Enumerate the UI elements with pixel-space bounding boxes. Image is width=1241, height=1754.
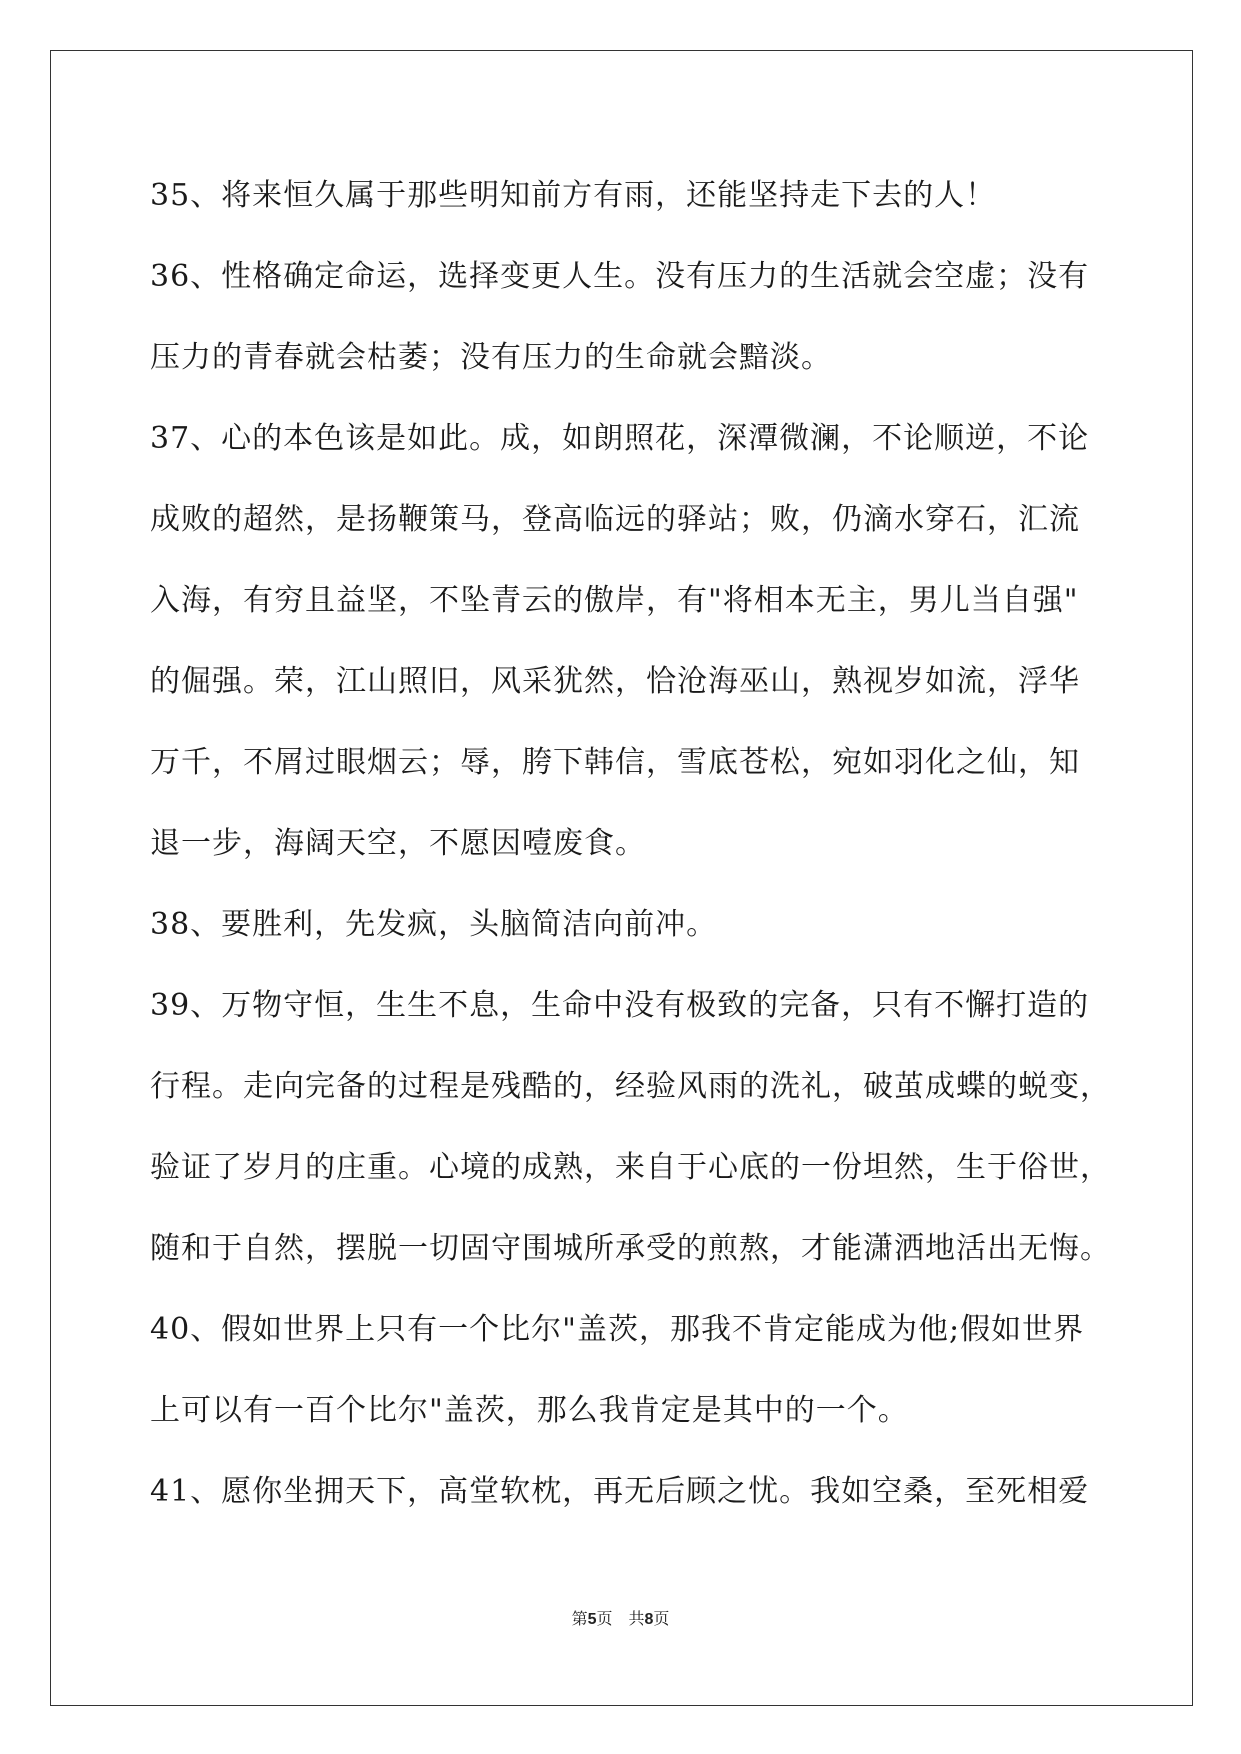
total-pages-number: 8 — [644, 1611, 654, 1628]
footer-middle: 页 共 — [596, 1609, 645, 1628]
text-line: 38、要胜利，先发疯，头脑简洁向前冲。 — [150, 907, 718, 942]
text-line: 验证了岁月的庄重。心境的成熟，来自于心底的一份坦然，生于俗世， — [150, 1150, 1111, 1185]
text-line: 压力的青春就会枯萎；没有压力的生命就会黯淡。 — [150, 340, 832, 375]
text-line: 行程。走向完备的过程是残酷的，经验风雨的洗礼，破茧成蝶的蜕变， — [150, 1069, 1111, 1104]
footer-suffix: 页 — [653, 1609, 670, 1628]
document-body — [150, 155, 1111, 1532]
text-line: 39、万物守恒，生生不息，生命中没有极致的完备，只有不懈打造的 — [150, 988, 1090, 1023]
text-line: 入海，有穷且益坚，不坠青云的傲岸，有"将相本无主，男儿当自强" — [150, 583, 1079, 618]
text-line: 40、假如世界上只有一个比尔"盖茨，那我不肯定能成为他;假如世界 — [150, 1312, 1085, 1347]
text-line: 37、心的本色该是如此。成，如朗照花，深潭微澜，不论顺逆，不论 — [150, 421, 1090, 456]
text-line: 35、将来恒久属于那些明知前方有雨，还能坚持走下去的人！ — [150, 178, 997, 213]
text-line: 万千，不屑过眼烟云；辱，胯下韩信，雪底苍松，宛如羽化之仙，知 — [150, 745, 1080, 780]
footer-prefix: 第 — [571, 1609, 588, 1628]
current-page-number: 5 — [587, 1611, 597, 1628]
text-line: 36、性格确定命运，选择变更人生。没有压力的生活就会空虚；没有 — [150, 259, 1090, 294]
text-line: 上可以有一百个比尔"盖茨，那么我肯定是其中的一个。 — [150, 1393, 909, 1428]
text-line: 41、愿你坐拥天下，高堂软枕，再无后顾之忧。我如空桑，至死相爱 — [150, 1474, 1090, 1509]
text-line: 成败的超然，是扬鞭策马，登高临远的驿站；败，仍滴水穿石，汇流 — [150, 502, 1080, 537]
text-line: 退一步，海阔天空，不愿因噎废食。 — [150, 826, 646, 861]
page-footer — [0, 1606, 1241, 1629]
text-line: 的倔强。荣，江山照旧，风采犹然，恰沧海巫山，熟视岁如流，浮华 — [150, 664, 1080, 699]
text-line: 随和于自然，摆脱一切固守围城所承受的煎熬，才能潇洒地活出无悔。 — [150, 1231, 1111, 1266]
